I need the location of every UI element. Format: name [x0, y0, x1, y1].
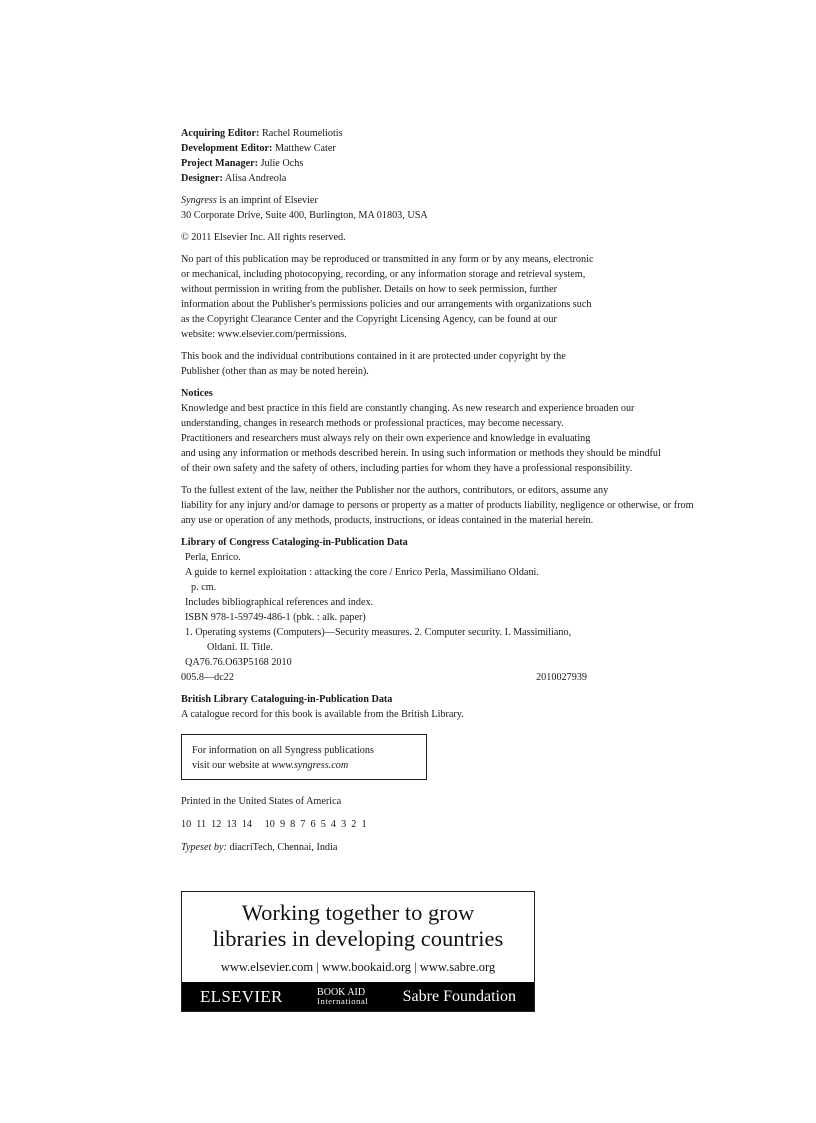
copyright-page: [181, 126, 721, 855]
credit-development-editor: Development Editor: Matthew Cater: [181, 143, 336, 154]
credit-designer: Designer: Alisa Andreola: [181, 173, 287, 184]
sabre-logo: Sabre Foundation: [402, 987, 516, 1005]
banner-headline-2: libraries in developing countries: [212, 926, 504, 951]
library-aid-banner: [181, 891, 535, 1012]
dewey-number: 005.8—dc22: [181, 672, 234, 683]
notices-section: Notices Knowledge and best practice in this field are constantly changing. As new research and experience broaden our understanding, changes in research methods or professional practices, may become necessary. Practitioners and researchers must always rely on their own experience and knowledge in evaluating and using any information or methods described herein. In using such information or methods they should be mindful of their own safety and the safety of others, including parties for whom they have a professional responsibility. To the fullest extent of the law, neither the Publisher nor the authors, contributors, or editors, assume any liability for any injury and/or damage to persons or property as a matter of products liability, negligence or otherwise, or from any use or operation of any methods, products, instructions, or ideas contained in the material herein.: [181, 388, 694, 526]
protection-paragraph: This book and the individual contributions contained in it are protected under copyright by the Publisher (other than as may be noted herein).: [181, 351, 566, 377]
notices-heading: Notices: [181, 388, 213, 399]
copyright-line: © 2011 Elsevier Inc. All rights reserved.: [181, 232, 346, 243]
printed-in: Printed in the United States of America: [181, 796, 342, 807]
info-box: For information on all Syngress publications visit our website at www.syngress.com: [181, 734, 427, 780]
banner-headline-1: Working together to grow: [241, 900, 475, 925]
imprint-line: Syngress is an imprint of Elsevier: [181, 195, 318, 206]
bl-heading: British Library Cataloguing-in-Publication Data: [181, 694, 393, 705]
elsevier-logo: ELSEVIER: [200, 986, 283, 1006]
loc-heading: Library of Congress Cataloging-in-Publication Data: [181, 537, 408, 548]
lccn: 2010027939: [536, 672, 587, 683]
permissions-paragraph: No part of this publication may be reproduced or transmitted in any form or by any means, electronic or mechanical, including photocopying, recording, or any information storage and retrieval system, without permission in writing from the publisher. Details on how to seek permission, further information about the Publisher's permissions policies and our arrangements with organizations such as the Copyright Clearance Center and the Copyright Licensing Agency, can be found at our website: www.elsevier.com/permissions.: [181, 254, 594, 340]
typeset-by: Typeset by: diacriTech, Chennai, India: [181, 842, 338, 853]
credit-project-manager: Project Manager: Julie Ochs: [181, 158, 304, 169]
bl-cip-data: British Library Cataloguing-in-Publication Data A catalogue record for this book is available from the British Library.: [181, 694, 464, 720]
credit-acquiring-editor: Acquiring Editor: Rachel Roumeliotis: [181, 128, 343, 139]
print-line: 10 11 12 13 14 10 9 8 7 6 5 4 3 2 1: [181, 819, 367, 830]
banner-urls: www.elsevier.com | www.bookaid.org | www.sabre.org: [220, 960, 496, 974]
publisher-address: 30 Corporate Drive, Suite 400, Burlington, MA 01803, USA: [181, 210, 428, 221]
loc-cip-data: Library of Congress Cataloging-in-Publication Data Perla, Enrico. A guide to kernel exploitation : attacking the core / Enrico Perla, Massimiliano Oldani. p. cm. Includes bibliographical references and index. ISBN 978-1-59749-486-1 (pbk. : alk. paper) 1. Operating systems (Computers)—Security measures. 2. Computer security. I. Massimiliano, Oldani. II. Title. QA76.76.O63P5168 2010 005.8—dc22 2010027939: [181, 537, 587, 683]
banner-logo-bar: [182, 982, 534, 1011]
syngress-website-link[interactable]: www.syngress.com: [271, 760, 349, 771]
bookaid-logo: BOOK AID International: [317, 986, 369, 1006]
